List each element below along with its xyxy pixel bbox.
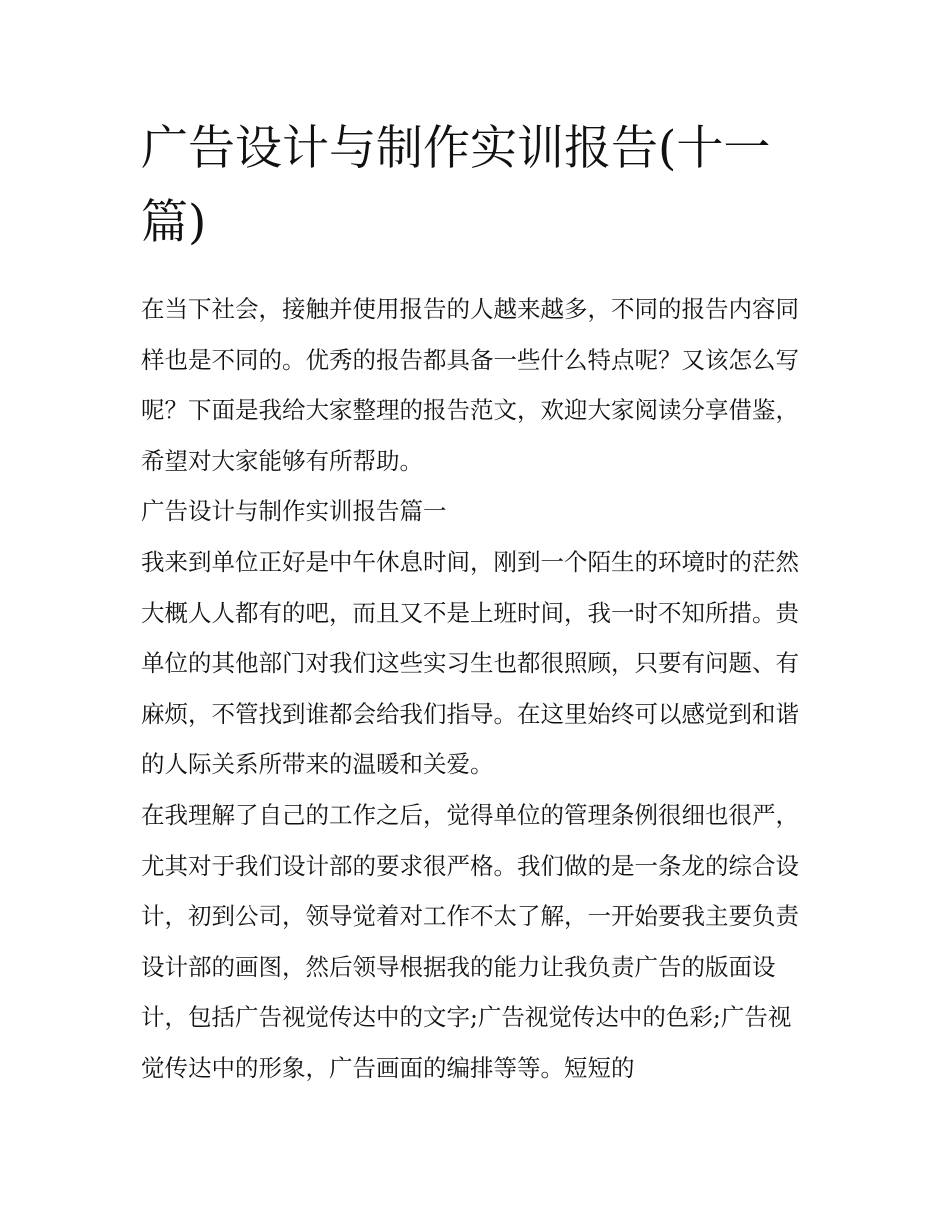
- document-title: 广告设计与制作实训报告(十一篇): [141, 121, 771, 250]
- body-paragraph: 我来到单位正好是中午休息时间，刚到一个陌生的环境时的茫然大概人人都有的吧，而且又不是上班时间，我一时不知所措。贵单位的其他部门对我们这些实习生也都很照顾，只要有问题、有麻烦，不管找到谁都会给我们指导。在这里始终可以感觉到和谐的人际关系所带来的温暖和关爱。: [141, 547, 799, 779]
- section-heading: 广告设计与制作实训报告篇一: [141, 497, 447, 526]
- document-body: [141, 112, 813, 1094]
- intro-paragraph: 在当下社会，接触并使用报告的人越来越多，不同的报告内容同样也是不同的。优秀的报告都具备一些什么特点呢？又该怎么写呢？下面是我给大家整理的报告范文，欢迎大家阅读分享借鉴，希望对大家能够有所帮助。: [141, 295, 799, 475]
- body-paragraph: 在我理解了自己的工作之后，觉得单位的管理条例很细也很严，尤其对于我们设计部的要求很严格。我们做的是一条龙的综合设计，初到公司，领导觉着对工作不太了解，一开始要我主要负责设计部的画图，然后领导根据我的能力让我负责广告的版面设计，包括广告视觉传达中的文字;广告视觉传达中的色彩;广告视觉传达中的形象，广告画面的编排等等。短短的: [141, 800, 799, 1082]
